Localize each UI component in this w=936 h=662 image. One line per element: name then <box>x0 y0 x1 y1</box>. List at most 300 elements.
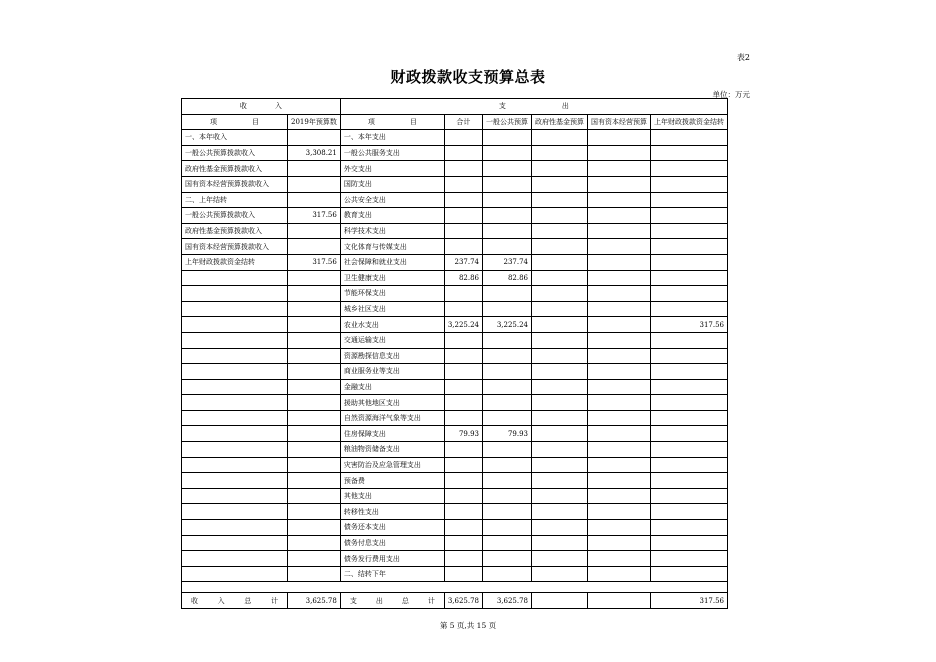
carryover-cell <box>651 395 728 411</box>
state-capital-cell <box>588 301 651 317</box>
state-capital-cell <box>588 192 651 208</box>
general-budget-cell <box>483 161 532 177</box>
expense-total-label <box>340 593 444 609</box>
page-footer: 第 5 页,共 15 页 <box>439 621 497 630</box>
income-item-cell <box>182 551 288 567</box>
carryover-cell <box>651 161 728 177</box>
fund-budget-cell <box>532 566 588 582</box>
income-value-cell: 3,308.21 <box>288 145 341 161</box>
total-cell <box>444 535 482 551</box>
state-capital-cell <box>588 332 651 348</box>
carryover-cell <box>651 457 728 473</box>
carryover-cell <box>651 364 728 380</box>
carryover-cell <box>651 551 728 567</box>
page-title: 财政拨款收支预算总表 <box>390 68 546 86</box>
total-label-char: 入 <box>217 596 225 605</box>
table-row <box>182 379 728 395</box>
table-row <box>182 286 728 302</box>
expense-header: 支 出 <box>340 99 727 115</box>
table-number: 表2 <box>736 53 750 62</box>
expense-item-cell: 国防支出 <box>340 176 444 192</box>
income-value-cell <box>288 130 341 146</box>
total-label-char: 出 <box>375 596 383 605</box>
total-cell <box>444 348 482 364</box>
expense-item-cell: 商业服务业等支出 <box>340 364 444 380</box>
total-cell <box>444 161 482 177</box>
general-budget-cell <box>483 208 532 224</box>
carryover-cell: 317.56 <box>651 317 728 333</box>
general-budget-cell <box>483 442 532 458</box>
carryover-cell <box>651 488 728 504</box>
total-sum-cell: 3,625.78 <box>444 593 482 609</box>
fund-budget-cell <box>532 270 588 286</box>
expense-item-cell: 城乡社区支出 <box>340 301 444 317</box>
income-value-cell <box>288 301 341 317</box>
expense-item-cell: 节能环保支出 <box>340 286 444 302</box>
general-budget-cell <box>483 176 532 192</box>
state-capital-cell <box>588 504 651 520</box>
income-value-cell <box>288 488 341 504</box>
expense-item-cell: 二、结转下年 <box>340 566 444 582</box>
state-capital-cell <box>588 286 651 302</box>
fund-sum-cell <box>532 593 588 609</box>
income-value-cell <box>288 332 341 348</box>
income-value-cell <box>288 551 341 567</box>
general-budget-cell <box>483 145 532 161</box>
spacer-cell <box>288 582 341 593</box>
fund-budget-cell <box>532 223 588 239</box>
state-sum-cell <box>588 593 651 609</box>
expense-item-cell: 科学技术支出 <box>340 223 444 239</box>
income-value-cell <box>288 192 341 208</box>
state-capital-cell <box>588 223 651 239</box>
state-capital-cell <box>588 348 651 364</box>
state-capital-cell <box>588 161 651 177</box>
income-value-cell <box>288 286 341 302</box>
total-label-char: 计 <box>270 596 278 605</box>
income-header: 收 入 <box>182 99 341 115</box>
table-row <box>182 223 728 239</box>
state-capital-header: 国有资本经营预算 <box>588 114 651 130</box>
total-cell <box>444 488 482 504</box>
fund-budget-cell <box>532 551 588 567</box>
budget-2019-header: 2019年预算数 <box>288 114 341 130</box>
income-value-cell <box>288 504 341 520</box>
income-item-cell <box>182 520 288 536</box>
total-cell <box>444 395 482 411</box>
table-row <box>182 332 728 348</box>
income-value-cell <box>288 176 341 192</box>
expense-item-cell: 金融支出 <box>340 379 444 395</box>
table-row <box>182 192 728 208</box>
table-row <box>182 426 728 442</box>
carryover-cell <box>651 535 728 551</box>
general-budget-cell <box>483 364 532 380</box>
total-cell <box>444 332 482 348</box>
spacer-cell <box>532 582 588 593</box>
total-cell <box>444 566 482 582</box>
total-cell <box>444 551 482 567</box>
carryover-cell <box>651 566 728 582</box>
fund-budget-cell <box>532 410 588 426</box>
general-budget-header: 一般公共预算 <box>483 114 532 130</box>
total-cell: 237.74 <box>444 254 482 270</box>
carryover-header: 上年财政拨款资金结转 <box>651 114 728 130</box>
expense-item-cell: 灾害防治及应急管理支出 <box>340 457 444 473</box>
total-cell: 79.93 <box>444 426 482 442</box>
fund-budget-cell <box>532 457 588 473</box>
carryover-cell <box>651 301 728 317</box>
income-item-cell: 上年财政拨款资金结转 <box>182 254 288 270</box>
general-budget-cell: 237.74 <box>483 254 532 270</box>
table-row <box>182 254 728 270</box>
general-budget-cell <box>483 473 532 489</box>
total-cell <box>444 379 482 395</box>
fund-budget-cell <box>532 520 588 536</box>
expense-item-cell: 农业水支出 <box>340 317 444 333</box>
table-row <box>182 410 728 426</box>
table-row <box>182 364 728 380</box>
total-label-char: 支 <box>349 596 357 605</box>
expense-item-cell: 住房保障支出 <box>340 426 444 442</box>
table-row <box>182 535 728 551</box>
income-value-cell <box>288 348 341 364</box>
spacer-cell <box>651 582 728 593</box>
general-budget-cell <box>483 348 532 364</box>
fund-budget-cell <box>532 395 588 411</box>
state-capital-cell <box>588 317 651 333</box>
total-cell: 3,225.24 <box>444 317 482 333</box>
income-item-cell: 一、本年收入 <box>182 130 288 146</box>
income-value-cell <box>288 161 341 177</box>
general-budget-cell <box>483 379 532 395</box>
carryover-cell <box>651 379 728 395</box>
header-row-columns <box>182 114 728 130</box>
income-item-cell <box>182 457 288 473</box>
expense-item-cell: 资源勘探信息支出 <box>340 348 444 364</box>
table-row <box>182 301 728 317</box>
income-value-cell <box>288 457 341 473</box>
table-row <box>182 473 728 489</box>
fund-budget-cell <box>532 473 588 489</box>
income-value-cell <box>288 395 341 411</box>
fund-budget-cell <box>532 239 588 255</box>
state-capital-cell <box>588 473 651 489</box>
table-row <box>182 130 728 146</box>
expense-item-cell: 卫生健康支出 <box>340 270 444 286</box>
income-item-cell <box>182 395 288 411</box>
table-row <box>182 239 728 255</box>
expense-item-cell: 债务发行费用支出 <box>340 551 444 567</box>
total-cell <box>444 457 482 473</box>
income-item-cell: 政府性基金预算拨款收入 <box>182 223 288 239</box>
income-item-cell: 一般公共预算拨款收入 <box>182 208 288 224</box>
expense-item-cell: 转移性支出 <box>340 504 444 520</box>
expense-item-cell: 文化体育与传媒支出 <box>340 239 444 255</box>
total-cell <box>444 473 482 489</box>
income-value-cell <box>288 270 341 286</box>
income-value-cell <box>288 239 341 255</box>
fund-budget-cell <box>532 535 588 551</box>
fund-budget-cell <box>532 348 588 364</box>
income-item-cell <box>182 535 288 551</box>
carryover-sum-cell: 317.56 <box>651 593 728 609</box>
expense-item-cell: 其他支出 <box>340 488 444 504</box>
expense-item-cell: 援助其他地区支出 <box>340 395 444 411</box>
carryover-cell <box>651 348 728 364</box>
fund-budget-cell <box>532 364 588 380</box>
carryover-cell <box>651 176 728 192</box>
state-capital-cell <box>588 426 651 442</box>
spacer-row <box>182 582 728 593</box>
state-capital-cell <box>588 364 651 380</box>
general-budget-cell: 82.86 <box>483 270 532 286</box>
state-capital-cell <box>588 176 651 192</box>
general-budget-cell <box>483 551 532 567</box>
general-budget-cell <box>483 504 532 520</box>
total-cell <box>444 410 482 426</box>
income-item-cell: 国有资本经营预算拨款收入 <box>182 239 288 255</box>
income-value-cell <box>288 520 341 536</box>
carryover-cell <box>651 442 728 458</box>
income-total-value: 3,625.78 <box>288 593 341 609</box>
total-label-char: 总 <box>244 596 252 605</box>
total-cell <box>444 145 482 161</box>
general-budget-cell <box>483 410 532 426</box>
expense-item-header: 项 目 <box>340 114 444 130</box>
fund-budget-cell <box>532 208 588 224</box>
table-row <box>182 176 728 192</box>
expense-item-cell: 债务付息支出 <box>340 535 444 551</box>
spacer-cell <box>444 582 482 593</box>
table-row <box>182 566 728 582</box>
income-item-cell: 一般公共预算拨款收入 <box>182 145 288 161</box>
income-value-cell <box>288 317 341 333</box>
state-capital-cell <box>588 442 651 458</box>
income-item-cell <box>182 301 288 317</box>
state-capital-cell <box>588 488 651 504</box>
income-item-cell: 政府性基金预算拨款收入 <box>182 161 288 177</box>
unit-label: 单位：万元 <box>712 90 750 99</box>
fund-budget-cell <box>532 504 588 520</box>
header-row-group <box>182 99 728 115</box>
table-row <box>182 317 728 333</box>
expense-item-cell: 一般公共服务支出 <box>340 145 444 161</box>
total-cell <box>444 176 482 192</box>
state-capital-cell <box>588 254 651 270</box>
state-capital-cell <box>588 239 651 255</box>
expense-item-cell: 社会保障和就业支出 <box>340 254 444 270</box>
expense-item-cell: 外交支出 <box>340 161 444 177</box>
state-capital-cell <box>588 145 651 161</box>
total-cell <box>444 239 482 255</box>
table-row <box>182 520 728 536</box>
income-value-cell <box>288 379 341 395</box>
income-value-cell <box>288 410 341 426</box>
fund-budget-cell <box>532 317 588 333</box>
table-row <box>182 504 728 520</box>
expense-item-cell: 教育支出 <box>340 208 444 224</box>
table-row <box>182 488 728 504</box>
carryover-cell <box>651 208 728 224</box>
income-item-cell <box>182 379 288 395</box>
general-budget-cell <box>483 239 532 255</box>
carryover-cell <box>651 270 728 286</box>
state-capital-cell <box>588 395 651 411</box>
total-cell <box>444 192 482 208</box>
total-label-char: 总 <box>401 596 409 605</box>
fund-budget-cell <box>532 176 588 192</box>
fund-budget-cell <box>532 145 588 161</box>
income-value-cell <box>288 364 341 380</box>
income-value-cell: 317.56 <box>288 208 341 224</box>
general-budget-cell <box>483 520 532 536</box>
fund-budget-cell <box>532 379 588 395</box>
general-budget-cell <box>483 457 532 473</box>
income-item-cell <box>182 317 288 333</box>
total-cell <box>444 520 482 536</box>
expense-item-cell: 债务还本支出 <box>340 520 444 536</box>
income-item-cell <box>182 504 288 520</box>
table-row <box>182 395 728 411</box>
income-item-cell <box>182 332 288 348</box>
state-capital-cell <box>588 457 651 473</box>
general-budget-cell <box>483 332 532 348</box>
table-row <box>182 442 728 458</box>
carryover-cell <box>651 130 728 146</box>
table-row <box>182 270 728 286</box>
fund-budget-cell <box>532 192 588 208</box>
fund-budget-cell <box>532 332 588 348</box>
fund-budget-cell <box>532 488 588 504</box>
general-budget-cell <box>483 488 532 504</box>
state-capital-cell <box>588 551 651 567</box>
general-budget-cell <box>483 301 532 317</box>
carryover-cell <box>651 254 728 270</box>
state-capital-cell <box>588 130 651 146</box>
expense-item-cell: 公共安全支出 <box>340 192 444 208</box>
income-item-cell <box>182 426 288 442</box>
income-value-cell <box>288 442 341 458</box>
general-sum-cell: 3,625.78 <box>483 593 532 609</box>
general-budget-cell <box>483 395 532 411</box>
carryover-cell <box>651 504 728 520</box>
expense-item-cell: 自然资源海洋气象等支出 <box>340 410 444 426</box>
table-row <box>182 161 728 177</box>
carryover-cell <box>651 410 728 426</box>
table-row <box>182 348 728 364</box>
income-item-cell <box>182 442 288 458</box>
income-item-cell <box>182 270 288 286</box>
total-cell <box>444 364 482 380</box>
state-capital-cell <box>588 208 651 224</box>
table-row <box>182 457 728 473</box>
spacer-cell <box>483 582 532 593</box>
expense-item-cell: 粮油物资储备支出 <box>340 442 444 458</box>
expense-item-cell: 预备费 <box>340 473 444 489</box>
total-cell <box>444 301 482 317</box>
spacer-cell <box>182 582 288 593</box>
fund-budget-cell <box>532 161 588 177</box>
fund-budget-cell <box>532 426 588 442</box>
carryover-cell <box>651 473 728 489</box>
table-row <box>182 145 728 161</box>
total-cell <box>444 223 482 239</box>
income-item-cell <box>182 410 288 426</box>
fund-budget-cell <box>532 254 588 270</box>
state-capital-cell <box>588 566 651 582</box>
total-cell <box>444 130 482 146</box>
total-label-char: 计 <box>427 596 435 605</box>
income-item-cell: 国有资本经营预算拨款收入 <box>182 176 288 192</box>
income-value-cell <box>288 223 341 239</box>
total-header: 合计 <box>444 114 482 130</box>
total-cell: 82.86 <box>444 270 482 286</box>
carryover-cell <box>651 145 728 161</box>
general-budget-cell <box>483 566 532 582</box>
income-item-cell <box>182 348 288 364</box>
carryover-cell <box>651 192 728 208</box>
fund-budget-cell <box>532 286 588 302</box>
total-cell <box>444 286 482 302</box>
total-cell <box>444 442 482 458</box>
income-value-cell <box>288 566 341 582</box>
income-item-cell <box>182 473 288 489</box>
income-item-header: 项 目 <box>182 114 288 130</box>
fund-budget-cell <box>532 442 588 458</box>
income-item-cell <box>182 286 288 302</box>
income-item-cell: 二、上年结转 <box>182 192 288 208</box>
carryover-cell <box>651 520 728 536</box>
general-budget-cell <box>483 535 532 551</box>
budget-table <box>181 98 728 609</box>
carryover-cell <box>651 223 728 239</box>
state-capital-cell <box>588 520 651 536</box>
carryover-cell <box>651 286 728 302</box>
total-label-char: 收 <box>191 596 198 605</box>
spacer-cell <box>588 582 651 593</box>
total-cell <box>444 208 482 224</box>
carryover-cell <box>651 332 728 348</box>
fund-budget-cell <box>532 301 588 317</box>
expense-item-cell: 交通运输支出 <box>340 332 444 348</box>
income-item-cell <box>182 488 288 504</box>
total-cell <box>444 504 482 520</box>
general-budget-cell <box>483 130 532 146</box>
general-budget-cell: 79.93 <box>483 426 532 442</box>
totals-row <box>182 593 728 609</box>
general-budget-cell <box>483 286 532 302</box>
income-value-cell <box>288 535 341 551</box>
carryover-cell <box>651 426 728 442</box>
state-capital-cell <box>588 379 651 395</box>
income-value-cell <box>288 426 341 442</box>
table-row <box>182 551 728 567</box>
income-item-cell <box>182 566 288 582</box>
general-budget-cell: 3,225.24 <box>483 317 532 333</box>
state-capital-cell <box>588 535 651 551</box>
income-value-cell: 317.56 <box>288 254 341 270</box>
general-budget-cell <box>483 223 532 239</box>
income-value-cell <box>288 473 341 489</box>
table-row <box>182 208 728 224</box>
income-item-cell <box>182 364 288 380</box>
income-total-label <box>182 593 288 609</box>
expense-item-cell: 一、本年支出 <box>340 130 444 146</box>
state-capital-cell <box>588 410 651 426</box>
fund-budget-cell <box>532 130 588 146</box>
general-budget-cell <box>483 192 532 208</box>
